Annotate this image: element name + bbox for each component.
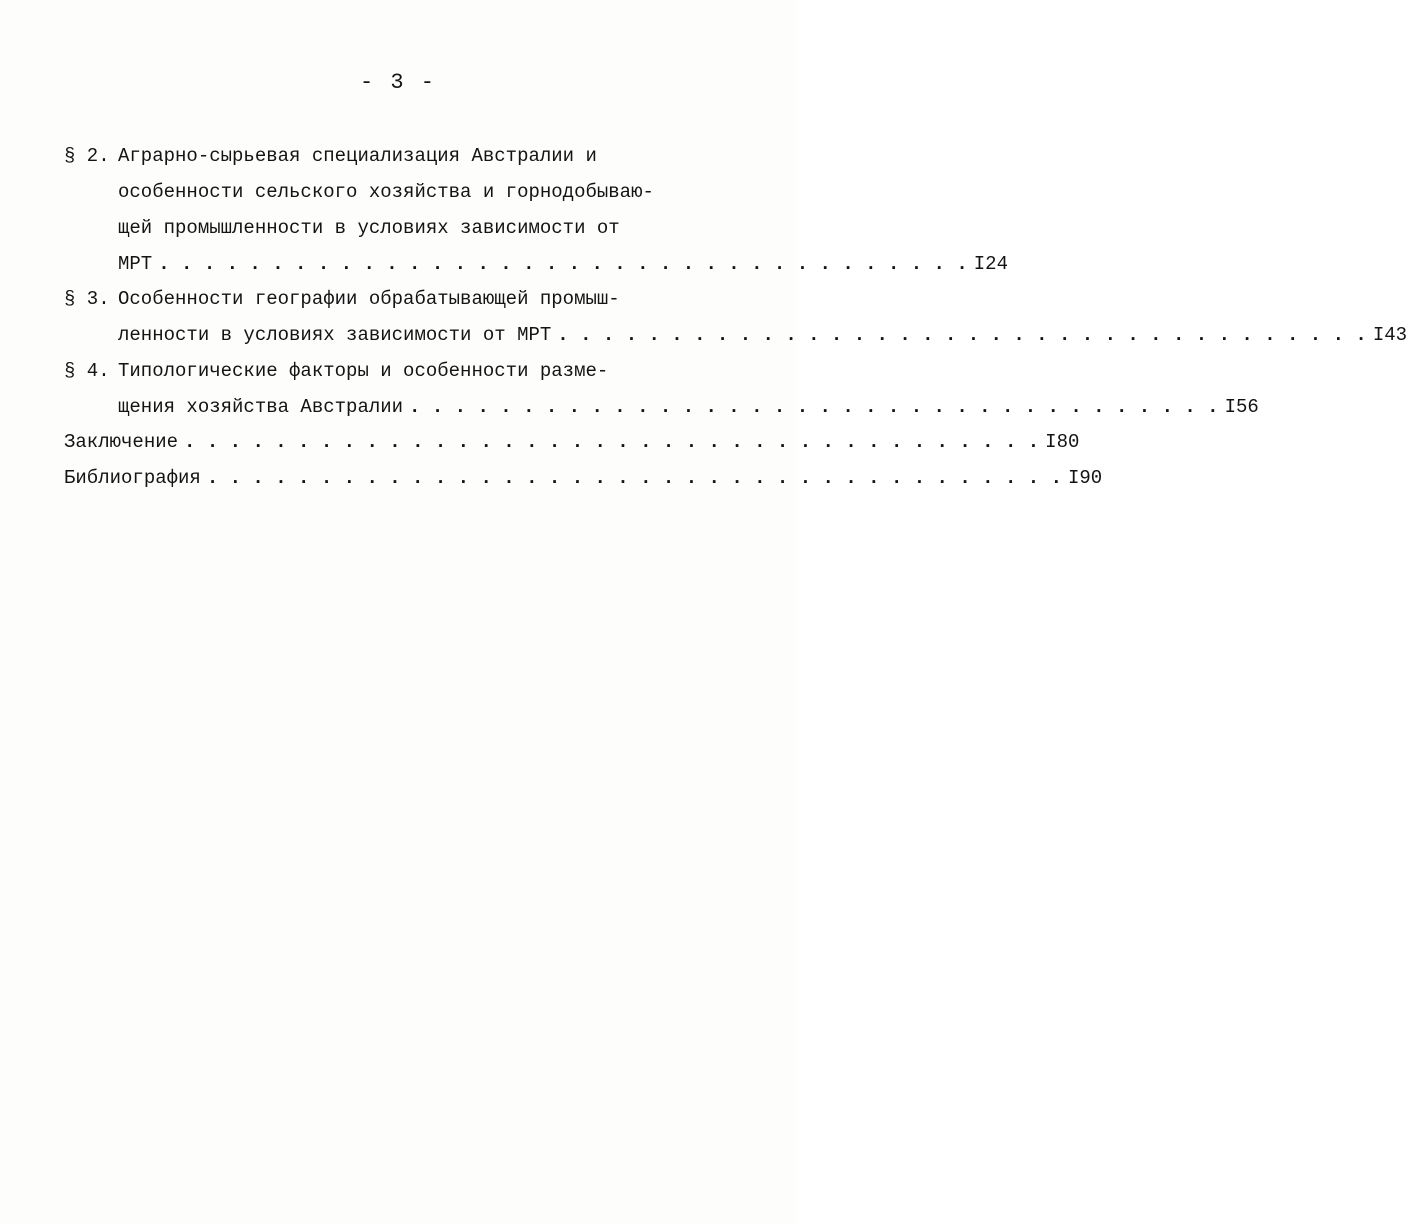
section-4-title-line-2: щения хозяйства Австралии xyxy=(118,396,404,418)
section-2-title-line-3: щей промышленности в условиях зависимости от xyxy=(118,217,620,239)
bibliography-label: Библиография xyxy=(64,467,201,489)
bibliography-page-number: I90 xyxy=(1067,467,1103,489)
page-number: - 3 - xyxy=(359,70,436,95)
section-3-page-number: I43 xyxy=(1372,324,1407,346)
toc-entry-bibliography xyxy=(64,463,1103,493)
section-4-mark: § 4. xyxy=(64,360,110,382)
toc-entry-conclusion xyxy=(64,427,1080,457)
section-3-mark: § 3. xyxy=(64,288,110,310)
section-3-title-line-2: ленности в условиях зависимости от МРТ xyxy=(118,324,552,346)
section-2-title-line-4: МРТ xyxy=(118,253,153,275)
conclusion-label: Заключение xyxy=(64,431,179,453)
section-2-mark: § 2. xyxy=(64,145,110,167)
section-3-leader-line xyxy=(118,320,1407,350)
section-3-title-line-1: Особенности географии обрабатывающей промыш- xyxy=(118,288,620,310)
section-4-title-line-1: Типологические факторы и особенности разме- xyxy=(118,360,609,382)
conclusion-page-number: I80 xyxy=(1045,431,1080,453)
section-2-title-line-1: Аграрно-сырьевая специализация Австралии и xyxy=(118,145,597,167)
section-2-page-number: I24 xyxy=(973,253,1008,275)
dot-leader: . . . . . . . . . . . . . . . . . . . . . . . . . . . . . . . . . . . . xyxy=(409,396,1219,418)
dot-leader: . . . . . . . . . . . . . . . . . . . . . . . . . . . . . . . . . . . . . . xyxy=(184,431,1040,453)
section-4-leader-line xyxy=(118,392,1259,422)
section-2-title-line-2: особенности сельского хозяйства и горнодобываю- xyxy=(118,181,654,203)
section-4-page-number: I56 xyxy=(1224,396,1259,418)
dot-leader: . . . . . . . . . . . . . . . . . . . . . . . . . . . . . . . . . . . . xyxy=(158,253,968,275)
section-2-leader-line xyxy=(118,249,1008,279)
dot-leader: . . . . . . . . . . . . . . . . . . . . . . . . . . . . . . . . . . . . xyxy=(557,324,1367,346)
dot-leader: . . . . . . . . . . . . . . . . . . . . . . . . . . . . . . . . . . . . . . xyxy=(206,467,1062,489)
